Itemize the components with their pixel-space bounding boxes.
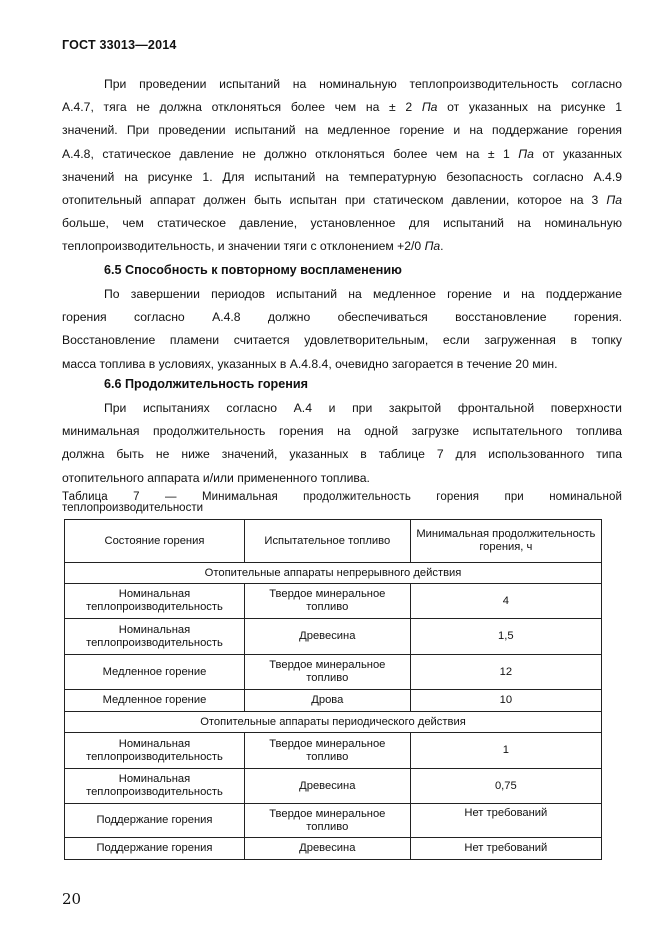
text-line: При проведении испытаний на номинальную теплопроизводительность согласно bbox=[104, 77, 622, 91]
text-line: А.4.8, статическое давление не должно отклоняться более чем на ± 1 Па от указанных bbox=[62, 146, 622, 161]
text-line: минимальная продолжительность горения на одной загрузке испытательного топлива bbox=[62, 424, 622, 439]
table-row bbox=[65, 769, 602, 804]
table-row bbox=[65, 655, 602, 690]
table-cell: Номинальная теплопроизводительность bbox=[65, 584, 245, 619]
text-line: больше, чем статическое давление, установленное для испытаний на номинальную bbox=[62, 216, 622, 231]
table-cell: Поддержание горения bbox=[65, 838, 245, 860]
page-number: 20 bbox=[62, 890, 82, 908]
table-cell: Медленное горение bbox=[65, 655, 245, 690]
table-cell: Дрова bbox=[244, 690, 410, 712]
table-caption-line1: Таблица 7 — Минимальная продолжительность горения при номинальной bbox=[62, 491, 622, 503]
table-cell: Древесина bbox=[244, 619, 410, 655]
table-cell: Поддержание горения bbox=[65, 804, 245, 838]
table-section-row bbox=[65, 563, 602, 584]
table-cell: 1,5 bbox=[410, 619, 601, 655]
table-row bbox=[65, 690, 602, 712]
table-cell: 10 bbox=[410, 690, 601, 712]
table-cell: 4 bbox=[410, 584, 601, 619]
table-cell: Твердое минеральное топливо bbox=[244, 655, 410, 690]
table-cell: Медленное горение bbox=[65, 690, 245, 712]
table-row bbox=[65, 619, 602, 655]
table-cell: Нет требований bbox=[410, 838, 601, 860]
text-line: отопительный аппарат должен быть испытан при статическом давлении, которое на 3 Па bbox=[62, 193, 622, 208]
table-section-row bbox=[65, 712, 602, 733]
document-header: ГОСТ 33013—2014 bbox=[62, 38, 177, 52]
table-row bbox=[65, 804, 602, 838]
table-cell: Твердое минеральное топливо bbox=[244, 804, 410, 838]
text-line: значений на рисунке 1. Для испытаний на температурную безопасность согласно А.4.9 bbox=[62, 169, 622, 184]
table-cell: 0,75 bbox=[410, 769, 601, 804]
text-line: При испытаниях согласно А.4 и при закрытой фронтальной поверхности bbox=[104, 401, 622, 415]
paragraph-test-conditions bbox=[62, 73, 622, 259]
table-header-row bbox=[65, 520, 602, 563]
paragraph-burning-duration bbox=[62, 397, 622, 490]
section-cell: Отопительные аппараты периодического действия bbox=[65, 712, 602, 733]
table-caption-line2: теплопроизводительности bbox=[62, 502, 204, 514]
header-cell: Состояние горения bbox=[65, 520, 245, 563]
table-cell: 1 bbox=[410, 733, 601, 769]
text-line: А.4.7, тяга не должна отклоняться более чем на ± 2 Па от указанных на рисунке 1 bbox=[62, 100, 622, 115]
paragraph-reignition bbox=[62, 283, 622, 376]
table-cell: Твердое минеральное топливо bbox=[244, 584, 410, 619]
table-cell: Древесина bbox=[244, 769, 410, 804]
text-line: отопительного аппарата и/или примененного топлива. bbox=[62, 470, 370, 485]
table-row bbox=[65, 838, 602, 860]
header-cell: Минимальная продолжительность горения, ч bbox=[410, 520, 601, 563]
text-line: значений. При проведении испытаний на медленное горение и на поддержание горения bbox=[62, 123, 622, 138]
section-cell: Отопительные аппараты непрерывного действия bbox=[65, 563, 602, 584]
table-cell: Нет требований bbox=[410, 804, 601, 838]
text-line: должна быть не ниже значений, указанных в таблице 7 для использованного типа bbox=[62, 447, 622, 462]
text-line: масса топлива в условиях, указанных в А.4.8.4, очевидно загорается в течение 20 мин. bbox=[62, 356, 558, 371]
table-cell: Древесина bbox=[244, 838, 410, 860]
text-line: По завершении периодов испытаний на медленное горение и на поддержание bbox=[104, 287, 622, 301]
header-cell: Испытательное топливо bbox=[244, 520, 410, 563]
table-row bbox=[65, 733, 602, 769]
table-cell: Номинальная теплопроизводительность bbox=[65, 769, 245, 804]
text-line: теплопроизводительность, и значении тяги с отклонением +2/0 Па. bbox=[62, 239, 444, 254]
text-line: Восстановление пламени считается удовлетворительным, если загруженная в топку bbox=[62, 333, 622, 348]
table-cell: Номинальная теплопроизводительность bbox=[65, 733, 245, 769]
table-caption bbox=[62, 492, 622, 514]
table-cell: Твердое минеральное топливо bbox=[244, 733, 410, 769]
section-heading-6-6: 6.6 Продолжительность горения bbox=[104, 377, 308, 391]
text-line: горения согласно А.4.8 должно обеспечиваться восстановление горения. bbox=[62, 310, 622, 325]
table-row bbox=[65, 584, 602, 619]
burning-duration-table bbox=[64, 519, 602, 860]
table-cell: 12 bbox=[410, 655, 601, 690]
table-cell: Номинальная теплопроизводительность bbox=[65, 619, 245, 655]
section-heading-6-5: 6.5 Способность к повторному воспламенению bbox=[104, 263, 402, 277]
